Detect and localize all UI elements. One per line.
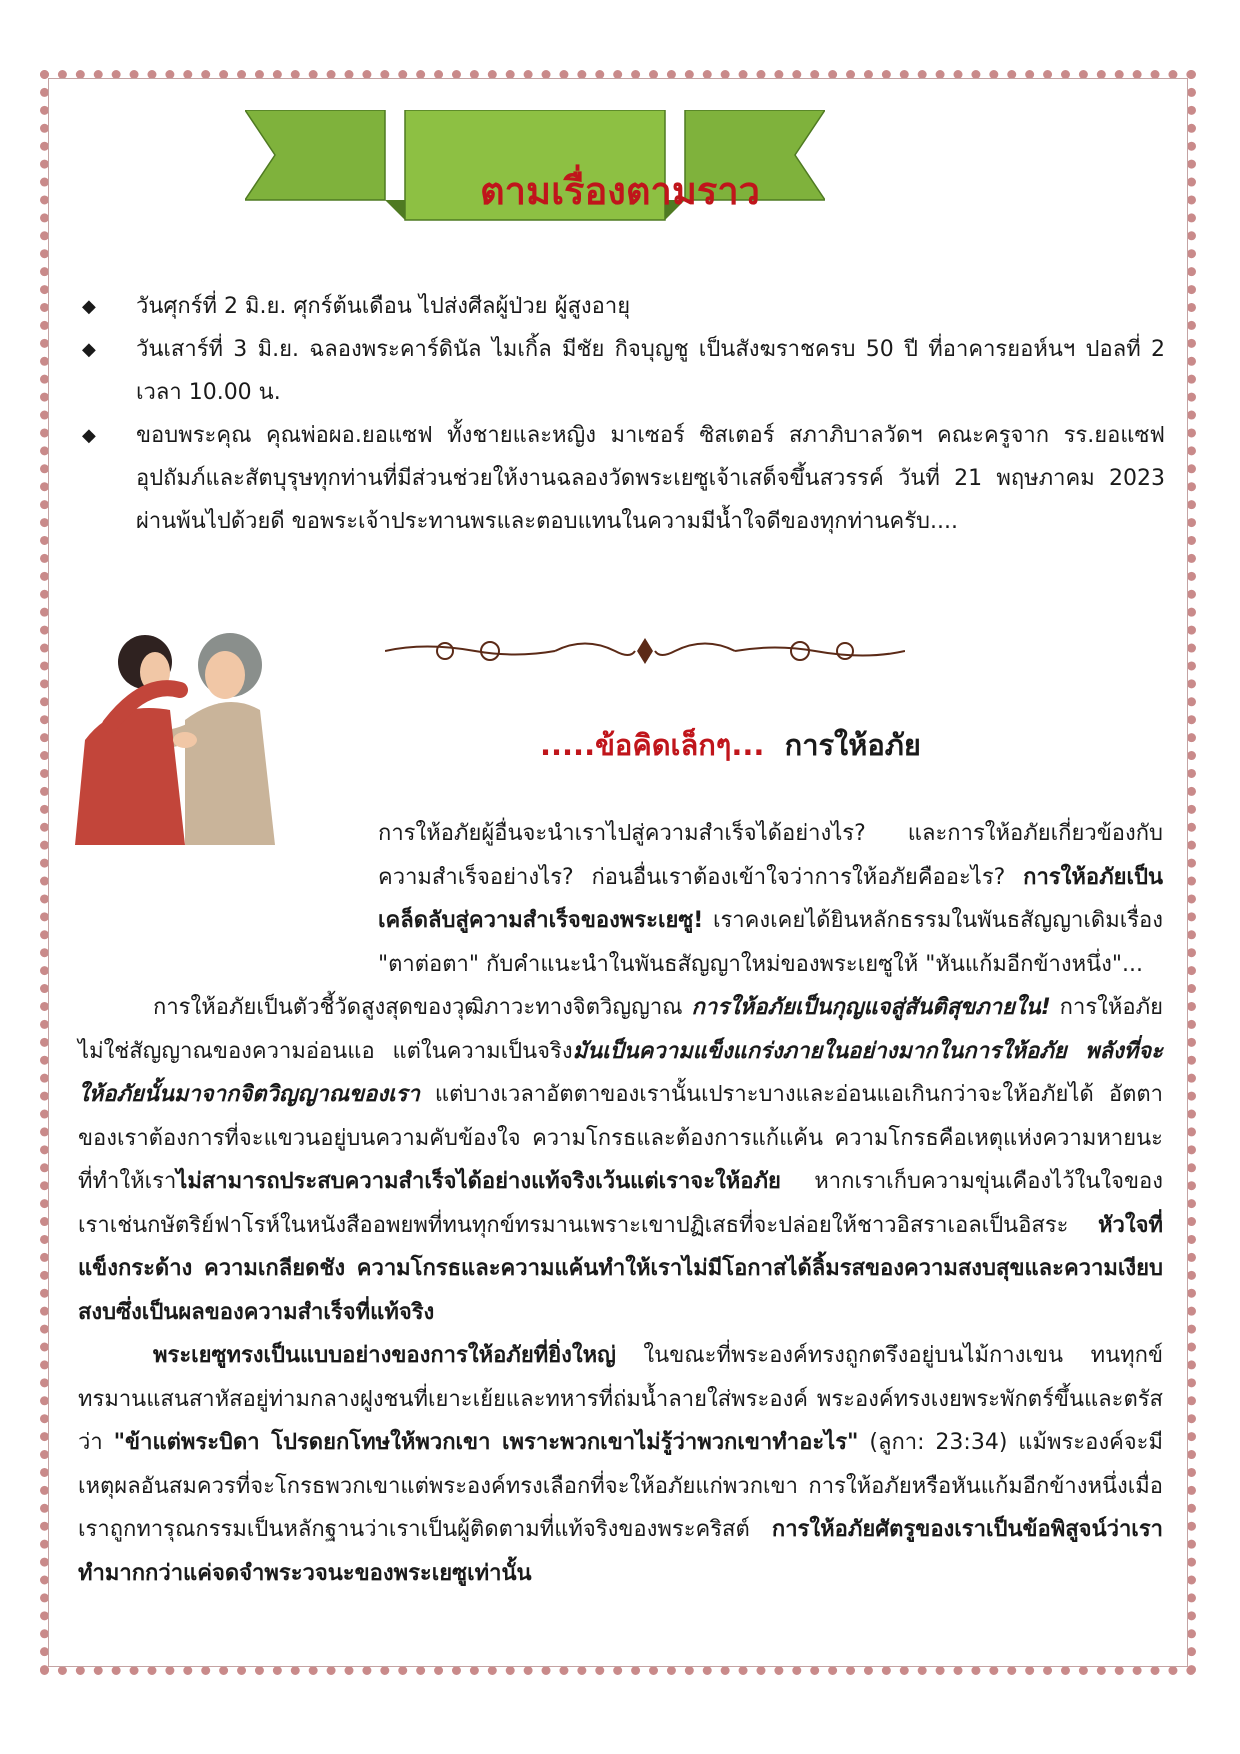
announcement-list bbox=[80, 285, 1165, 543]
article-body bbox=[78, 812, 1163, 1595]
text-run: ในขณะที่พระองค์ทรงถูกตรึงอยู่บนไม้กางเขน ทนทุกข์ทรมานแสนสาหัสอยู่ท่ามกลางฝูงชนที่เยาะเย้ยและทหารที่ถ่มน้ำลายใส่พระองค์ พระองค์ทรงเงยพระพักตร์ขึ้นและตรัสว่า bbox=[78, 1343, 1163, 1455]
text-bold: "ข้าแต่พระบิดา โปรดยกโทษให้พวกเขา เพราะพวกเขาไม่รู้ว่าพวกเขาทำอะไร" bbox=[113, 1430, 859, 1455]
heading-red: .....ข้อคิดเล็กๆ... bbox=[540, 728, 765, 762]
banner-title: ตามเรื่องตามราว bbox=[480, 168, 760, 213]
text-bold: การให้อภัยเป็นกุญแจสู่สันติสุขภายใน! bbox=[691, 995, 1051, 1020]
list-item bbox=[80, 328, 1165, 414]
text-bold: การให้อภัยเป็นเคล็ดลับสู่ความสำเร็จของพระเยซู! bbox=[378, 864, 1163, 933]
ornament-divider bbox=[385, 632, 905, 670]
text-run: เราคงเคยได้ยินหลักธรรมในพันธสัญญาเดิมเรื่อง "ตาต่อตา" กับคำแนะนำในพันธสัญญาใหม่ของพระเยซูให้ "หันแก้มอีกข้างหนึ่ง"... bbox=[378, 908, 1163, 977]
embrace-illustration bbox=[75, 610, 315, 845]
text-run: (ลูกา: 23:34) แม้พระองค์จะมีเหตุผลอันสมควรที่จะโกรธพวกเขาแต่พระองค์ทรงเลือกที่จะให้อภัยแก่พวกเขา การให้อภัยหรือหันแก้มอีกข้างหนึ่งเมื่อเราถูกทารุณกรรมเป็นหลักฐานว่าเราเป็นผู้ติดตามที่แท้จริงของพระคริสต์ bbox=[78, 1430, 1163, 1542]
text-bold: พระเยซูทรงเป็นแบบอย่างของการให้อภัยที่ยิ่งใหญ่ bbox=[153, 1343, 616, 1368]
paragraph-1 bbox=[78, 812, 1163, 986]
text-run: การให้อภัยผู้อื่นจะนำเราไปสู่ความสำเร็จได้อย่างไร? และการให้อภัยเกี่ยวข้องกับความสำเร็จอย่างไร? ก่อนอื่นเราต้องเข้าใจว่าการให้อภัยคืออะไร? bbox=[378, 821, 1163, 890]
list-item bbox=[80, 285, 1165, 328]
section-heading bbox=[540, 722, 921, 768]
text-bold: การให้อภัยศัตรูของเราเป็นข้อพิสูจน์ว่าเราทำมากกว่าแค่จดจำพระวจนะของพระเยซูเท่านั้น bbox=[78, 1517, 1163, 1586]
text-run: การให้อภัยไม่ใช่สัญญาณของความอ่อนแอ แต่ในความเป็นจริง bbox=[78, 995, 1163, 1064]
text-run: การให้อภัยเป็นตัวชี้วัดสูงสุดของวุฒิภาวะทางจิตวิญญาณ bbox=[153, 995, 692, 1020]
diamond-icon: ◆ bbox=[82, 425, 96, 446]
list-item-text: ขอบพระคุณ คุณพ่อผอ.ยอแซฟ ทั้งชายและหญิง มาเซอร์ ซิสเตอร์ สภาภิบาลวัดฯ คณะครูจาก รร.ยอแซฟอุปถัมภ์และสัตบุรุษทุกท่านที่มีส่วนช่วยให้งานฉลองวัดพระเยซูเจ้าเสด็จขึ้นสวรรค์ วันที่ 21 พฤษภาคม 2023 ผ่านพ้นไปด้วยดี ขอพระเจ้าประทานพรและตอบแทนในความมีน้ำใจดีของทุกท่านครับ.... bbox=[136, 423, 1165, 534]
text-run: แต่บางเวลาอัตตาของเรานั้นเปราะบางและอ่อนแอเกินกว่าจะให้อภัยได้ อัตตาของเราต้องการที่จะแขวนอยู่บนความคับข้องใจ ความโกรธและต้องการแก้แค้น ความโกรธคือเหตุแห่งความหายนะที่ทำให้เรา bbox=[78, 1082, 1163, 1194]
heading-main: การให้อภัย bbox=[784, 728, 921, 762]
text-bold: หัวใจที่แข็งกระด้าง ความเกลียดชัง ความโกรธและความแค้นทำให้เราไม่มีโอกาสได้ลิ้มรสของความสงบสุขและความเงียบสงบซึ่งเป็นผลของความสำเร็จที่แท้จริง bbox=[78, 1212, 1163, 1325]
paragraph-3 bbox=[78, 1334, 1163, 1595]
diamond-icon: ◆ bbox=[82, 339, 96, 360]
text-bold: มันเป็นความแข็งแกร่งภายในอย่างมากในการให้อภัย พลังที่จะให้อภัยนั้นมาจากจิตวิญญาณของเรา bbox=[78, 1038, 1163, 1107]
list-item bbox=[80, 414, 1165, 543]
list-item-text: วันเสาร์ที่ 3 มิ.ย. ฉลองพระคาร์ดินัล ไมเกิ้ล มีชัย กิจบุญชู เป็นสังฆราชครบ 50 ปี ที่อาคารยอห์นฯ ปอลที่ 2 เวลา 10.00 น. bbox=[136, 337, 1165, 405]
paragraph-2 bbox=[78, 986, 1163, 1334]
text-bold: ไม่สามารถประสบความสำเร็จได้อย่างแท้จริงเว้นแต่เราจะให้อภัย bbox=[176, 1169, 781, 1194]
diamond-icon: ◆ bbox=[82, 296, 96, 317]
list-item-text: วันศุกร์ที่ 2 มิ.ย. ศุกร์ต้นเดือน ไปส่งศีลผู้ป่วย ผู้สูงอายุ bbox=[136, 294, 631, 319]
text-run: หากเราเก็บความขุ่นเคืองไว้ในใจของเราเช่นกษัตริย์ฟาโรห์ในหนังสืออพยพที่ทนทุกข์ทรมานเพราะเขาปฏิเสธที่จะปล่อยให้ชาวอิสราเอลเป็นอิสระ bbox=[78, 1169, 1163, 1238]
